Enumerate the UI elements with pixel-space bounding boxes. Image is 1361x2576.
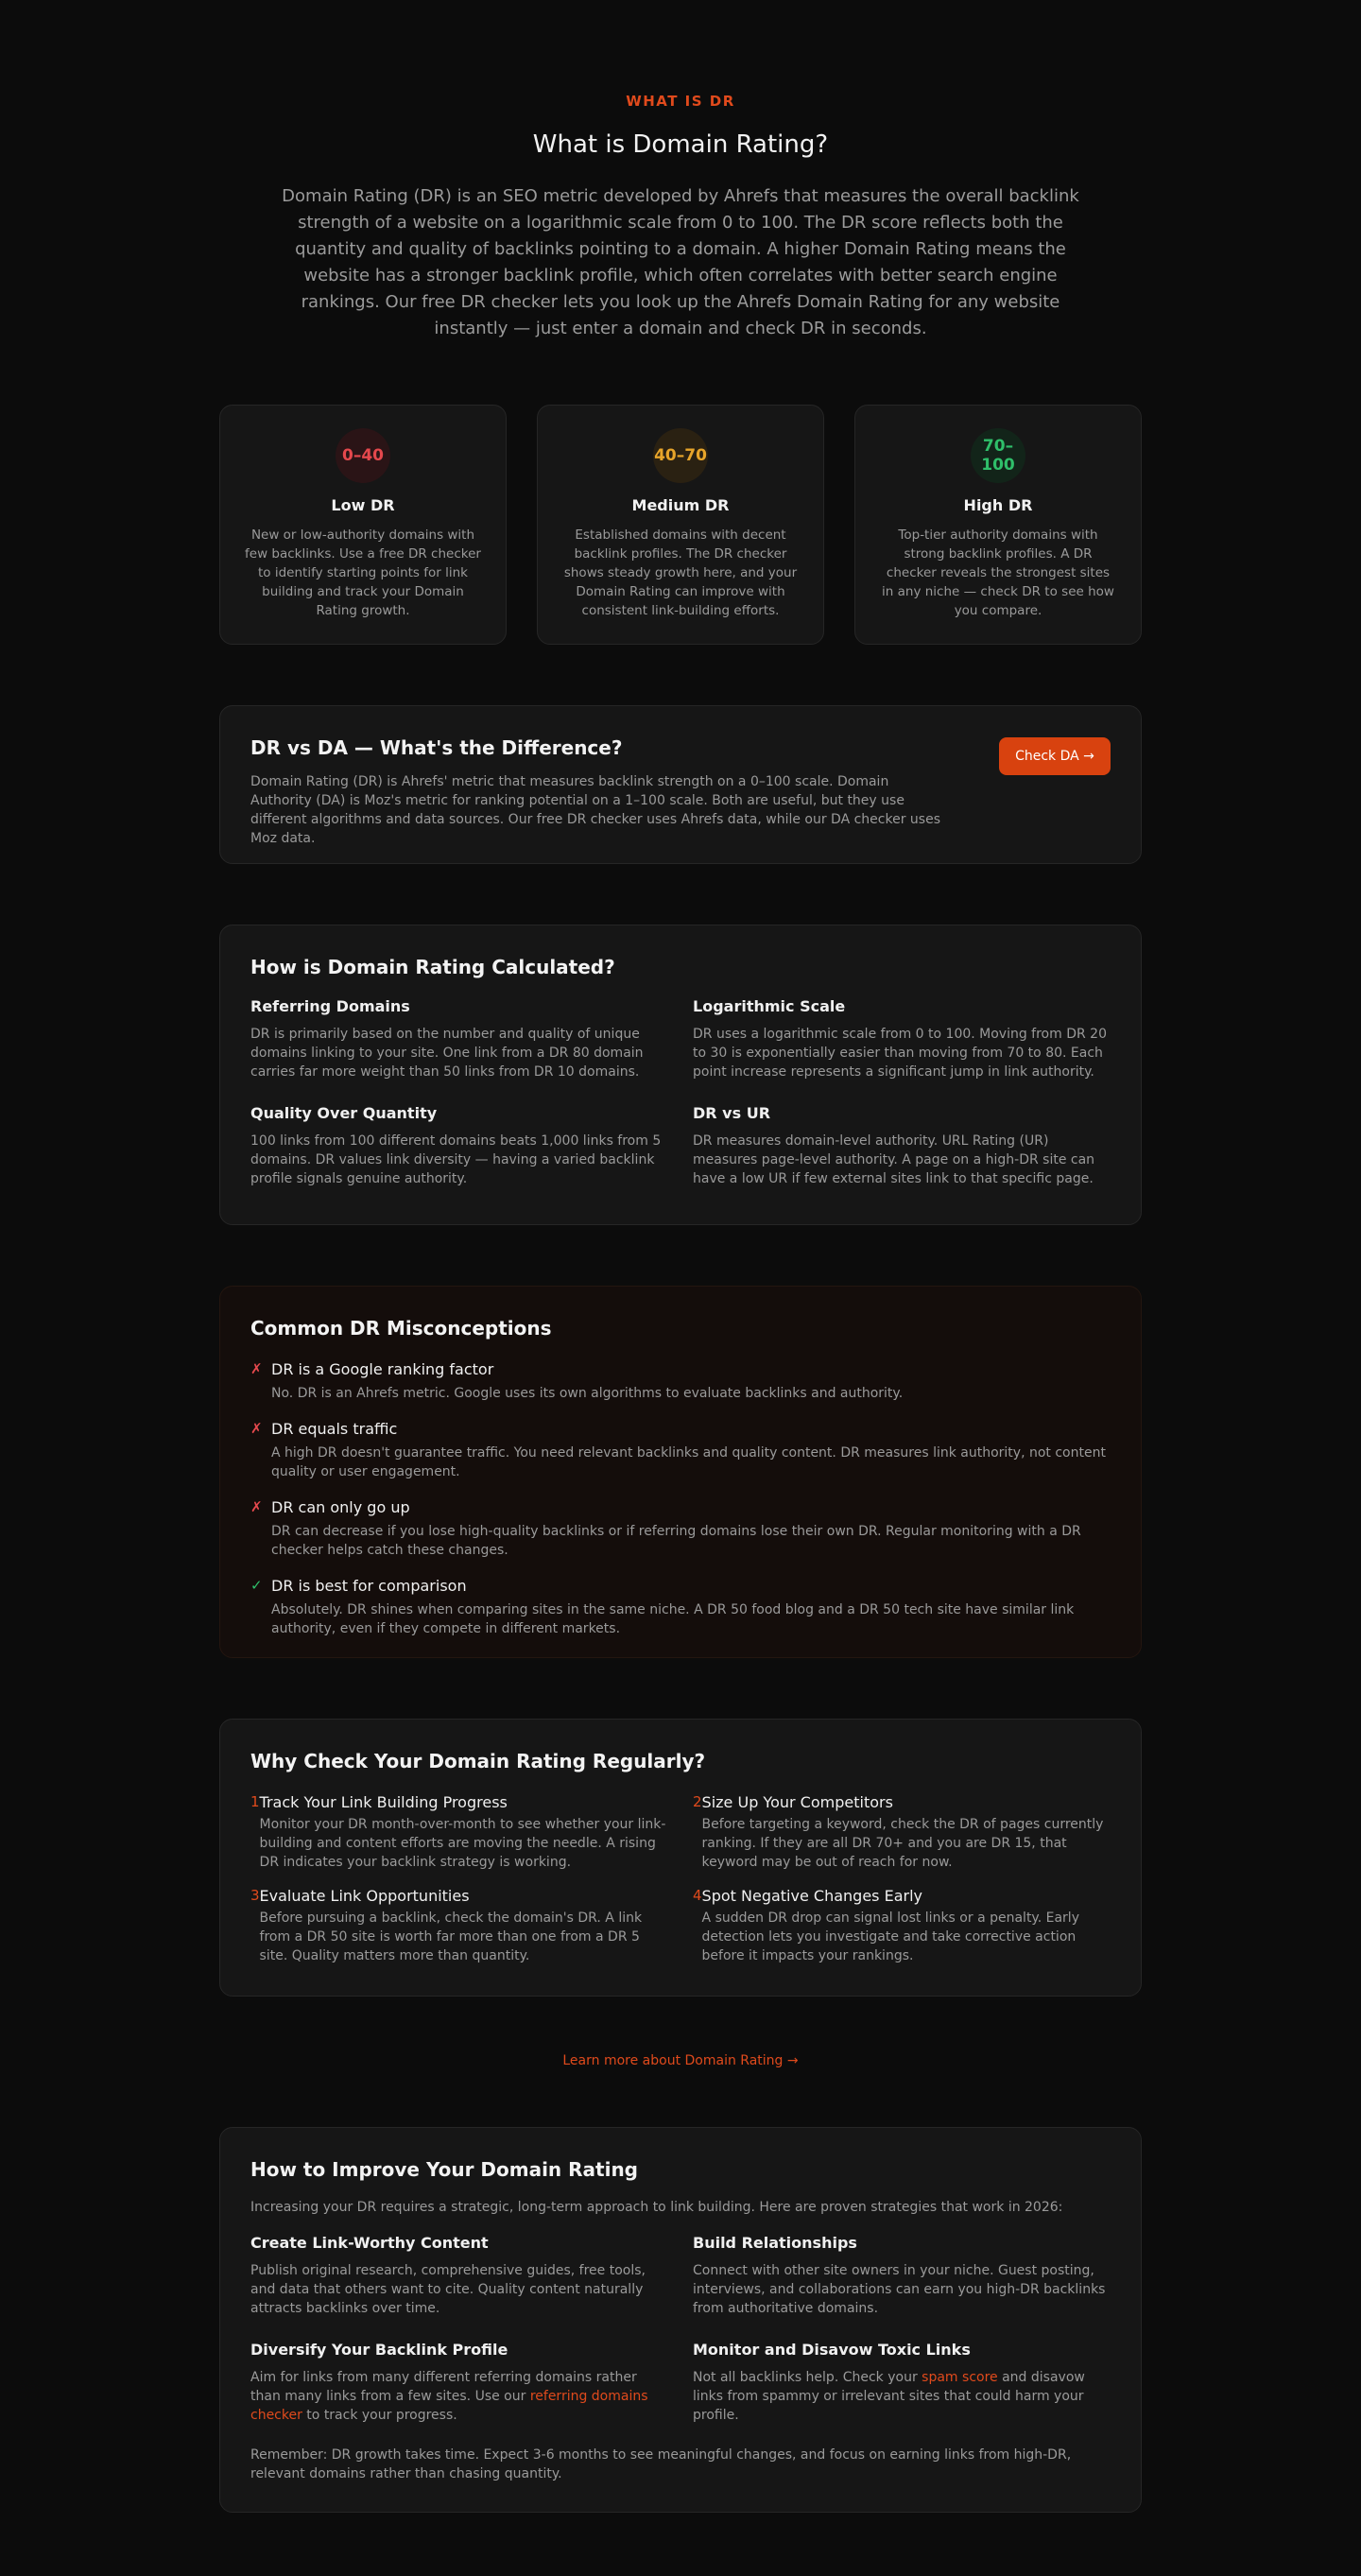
calculation-item	[693, 997, 1111, 1081]
item-number: 4	[693, 1887, 702, 1904]
misconceptions-title: Common DR Misconceptions	[250, 1317, 552, 1340]
misconception-text: DR can decrease if you lose high-quality backlinks or if referring domains lose their own DR. Regular monitoring with a DR checker helps catch these changes.	[271, 1524, 1081, 1558]
text-segment: to track your progress.	[301, 2408, 457, 2423]
dr-vs-da-text-block	[250, 736, 950, 846]
intro-paragraph: Domain Rating (DR) is an SEO metric developed by Ahrefs that measures the overall backlink strength of a website on a logarithmic scale from 0 to 100. The DR score reflects both the quantity and quality of backlinks pointing to a domain. A higher Domain Rating means the website has a stronger backlink profile, which often correlates with better search engine rankings. Our free DR checker lets you look up the Ahrefs Domain Rating for any website instantly — just enter a domain and check DR in seconds.	[282, 186, 1079, 338]
misconception-title: DR can only go up	[271, 1498, 410, 1516]
calculation-item-text: DR is primarily based on the number and quality of unique domains linking to your site. One link from a DR 80 domain carries far more weight than 50 links from DR 10 domains.	[250, 1027, 644, 1080]
calculation-grid	[250, 997, 1111, 1188]
spam-score-link[interactable]: spam score	[922, 2370, 998, 2385]
why-check-item	[693, 1793, 1111, 1872]
misconception-title: DR is a Google ranking factor	[271, 1360, 494, 1378]
misconception-text: A high DR doesn't guarantee traffic. You need relevant backlinks and quality content. DR measures link authority, not content quality or user engagement.	[271, 1445, 1106, 1479]
misconception-item	[250, 1420, 1111, 1481]
misconception-item	[250, 1577, 1111, 1638]
misconception-text: No. DR is an Ahrefs metric. Google uses its own algorithms to evaluate backlinks and authority.	[271, 1386, 904, 1401]
why-item-text: A sudden DR drop can signal lost links or a penalty. Early detection lets you investigate and take corrective action before it impacts your rankings.	[701, 1910, 1079, 1963]
calculation-item	[250, 997, 668, 1081]
why-check-grid	[250, 1793, 1111, 1965]
improve-grid	[250, 2234, 1111, 2425]
why-item-title: Size Up Your Competitors	[701, 1793, 893, 1811]
improve-item-title: Create Link-Worthy Content	[250, 2234, 489, 2252]
misconceptions-panel	[219, 1286, 1142, 1658]
calculation-item-text: DR measures domain-level authority. URL Rating (UR) measures page-level authority. A page on a high-DR site can have a low UR if few external sites link to that specific page.	[693, 1133, 1095, 1186]
learn-more-link[interactable]: Learn more about Domain Rating →	[562, 2053, 799, 2068]
improve-item-title: Diversify Your Backlink Profile	[250, 2341, 508, 2359]
tier-card-low	[219, 405, 507, 645]
tier-range-badge: 0–40	[336, 428, 390, 483]
tier-card-medium	[537, 405, 824, 645]
improve-item	[250, 2234, 668, 2318]
improve-item-text: Connect with other site owners in your niche. Guest posting, interviews, and collaborations can earn you high-DR backlinks from authoritative domains.	[693, 2263, 1106, 2316]
dr-vs-da-title: DR vs DA — What's the Difference?	[250, 736, 623, 759]
misconception-item	[250, 1360, 1111, 1403]
item-number: 2	[693, 1793, 702, 1810]
why-item-title: Evaluate Link Opportunities	[259, 1887, 470, 1905]
misconception-item	[250, 1498, 1111, 1560]
calculation-item-title: Quality Over Quantity	[250, 1104, 438, 1122]
section-eyebrow: WHAT IS DR	[626, 93, 735, 110]
calculation-title: How is Domain Rating Calculated?	[250, 956, 615, 978]
calculation-item-text: 100 links from 100 different domains beats 1,000 links from 5 domains. DR values link diversity — having a varied backlink profile signals genuine authority.	[250, 1133, 662, 1186]
referring-domains-checker-link[interactable]: referring domains checker	[250, 2389, 648, 2423]
check-icon: ✓	[250, 1577, 263, 1594]
cross-icon: ✗	[250, 1360, 263, 1377]
tier-description: Top-tier authority domains with strong backlink profiles. A DR checker reveals the strongest sites in any niche — check DR to see how you compare.	[882, 527, 1114, 618]
improve-title: How to Improve Your Domain Rating	[250, 2158, 638, 2181]
why-item-title: Spot Negative Changes Early	[701, 1887, 922, 1905]
page-title: What is Domain Rating?	[532, 130, 829, 159]
dr-tier-cards	[219, 405, 1142, 645]
why-item-text: Before targeting a keyword, check the DR of pages currently ranking. If they are all DR 70+ and you are DR 15, that keyword may be out of reach for now.	[701, 1817, 1104, 1870]
why-item-text: Monitor your DR month-over-month to see whether your link-building and content efforts are moving the needle. A rising DR indicates your backlink strategy is working.	[259, 1817, 666, 1870]
misconception-title: DR is best for comparison	[271, 1577, 467, 1595]
dr-vs-da-panel	[219, 705, 1142, 864]
cross-icon: ✗	[250, 1420, 263, 1437]
why-check-item	[693, 1887, 1111, 1965]
check-da-button[interactable]: Check DA →	[999, 737, 1111, 775]
misconception-title: DR equals traffic	[271, 1420, 398, 1438]
calculation-panel	[219, 925, 1142, 1225]
why-check-title: Why Check Your Domain Rating Regularly?	[250, 1750, 706, 1772]
text-segment: and disavow links from spammy or irrelevant sites that could harm your profile.	[693, 2370, 1085, 2423]
why-check-item	[250, 1793, 668, 1872]
improve-lead: Increasing your DR requires a strategic, long-term approach to link building. Here are proven strategies that work in 2026:	[250, 2200, 1063, 2215]
item-number: 3	[250, 1887, 260, 1904]
improve-item	[250, 2341, 668, 2425]
tier-card-high	[854, 405, 1142, 645]
item-number: 1	[250, 1793, 260, 1810]
improve-item-title: Monitor and Disavow Toxic Links	[693, 2341, 971, 2359]
calculation-item	[250, 1104, 668, 1188]
improve-item-text	[250, 2368, 668, 2425]
calculation-item-text: DR uses a logarithmic scale from 0 to 100. Moving from DR 20 to 30 is exponentially easier than moving from 70 to 80. Each point increase represents a significant jump in link authority.	[693, 1027, 1107, 1080]
tier-title: Medium DR	[631, 496, 730, 514]
text-segment: Not all backlinks help. Check your	[693, 2370, 922, 2385]
dr-vs-da-text: Domain Rating (DR) is Ahrefs' metric that measures backlink strength on a 0–100 scale. Domain Authority (DA) is Moz's metric for ranking potential on a 1–100 scale. Both are useful, but they use different algorithms and data sources. Our free DR checker uses Ahrefs data, while our DA checker uses Moz data.	[250, 774, 940, 846]
why-item-title: Track Your Link Building Progress	[259, 1793, 508, 1811]
improve-item-text: Publish original research, comprehensive guides, free tools, and data that others want to cite. Quality content naturally attracts backlinks over time.	[250, 2263, 646, 2316]
tier-range-badge: 70–100	[971, 428, 1025, 483]
tier-title: High DR	[963, 496, 1033, 514]
improve-remember-note: Remember: DR growth takes time. Expect 3-6 months to see meaningful changes, and focus on earning links from high-DR, relevant domains rather than chasing quantity.	[250, 2447, 1072, 2481]
improve-item	[693, 2234, 1111, 2318]
calculation-item-title: Referring Domains	[250, 997, 410, 1015]
learn-more-row	[0, 2053, 1361, 2068]
calculation-item-title: DR vs UR	[693, 1104, 771, 1122]
tier-description: New or low-authority domains with few backlinks. Use a free DR checker to identify starting points for link building and track your Domain Rating growth.	[245, 527, 481, 618]
tier-description: Established domains with decent backlink profiles. The DR checker shows steady growth here, and your Domain Rating can improve with consistent link-building efforts.	[563, 527, 798, 618]
tier-range-badge: 40–70	[653, 428, 708, 483]
calculation-item-title: Logarithmic Scale	[693, 997, 846, 1015]
tier-title: Low DR	[331, 496, 395, 514]
improve-panel	[219, 2127, 1142, 2513]
why-item-text: Before pursuing a backlink, check the domain's DR. A link from a DR 50 site is worth far more than one from a DR 5 site. Quality matters more than quantity.	[259, 1910, 643, 1963]
cross-icon: ✗	[250, 1498, 263, 1515]
calculation-item	[693, 1104, 1111, 1188]
improve-item	[693, 2341, 1111, 2425]
misconception-text: Absolutely. DR shines when comparing sites in the same niche. A DR 50 food blog and a DR 50 tech site have similar link authority, even if they compete in different markets.	[271, 1602, 1075, 1636]
improve-item-title: Build Relationships	[693, 2234, 857, 2252]
text-segment: Aim for links from many different referring domains rather than many links from a few sites. Use our	[250, 2370, 637, 2404]
improve-item-text	[693, 2368, 1111, 2425]
why-check-panel	[219, 1719, 1142, 1997]
why-check-item	[250, 1887, 668, 1965]
